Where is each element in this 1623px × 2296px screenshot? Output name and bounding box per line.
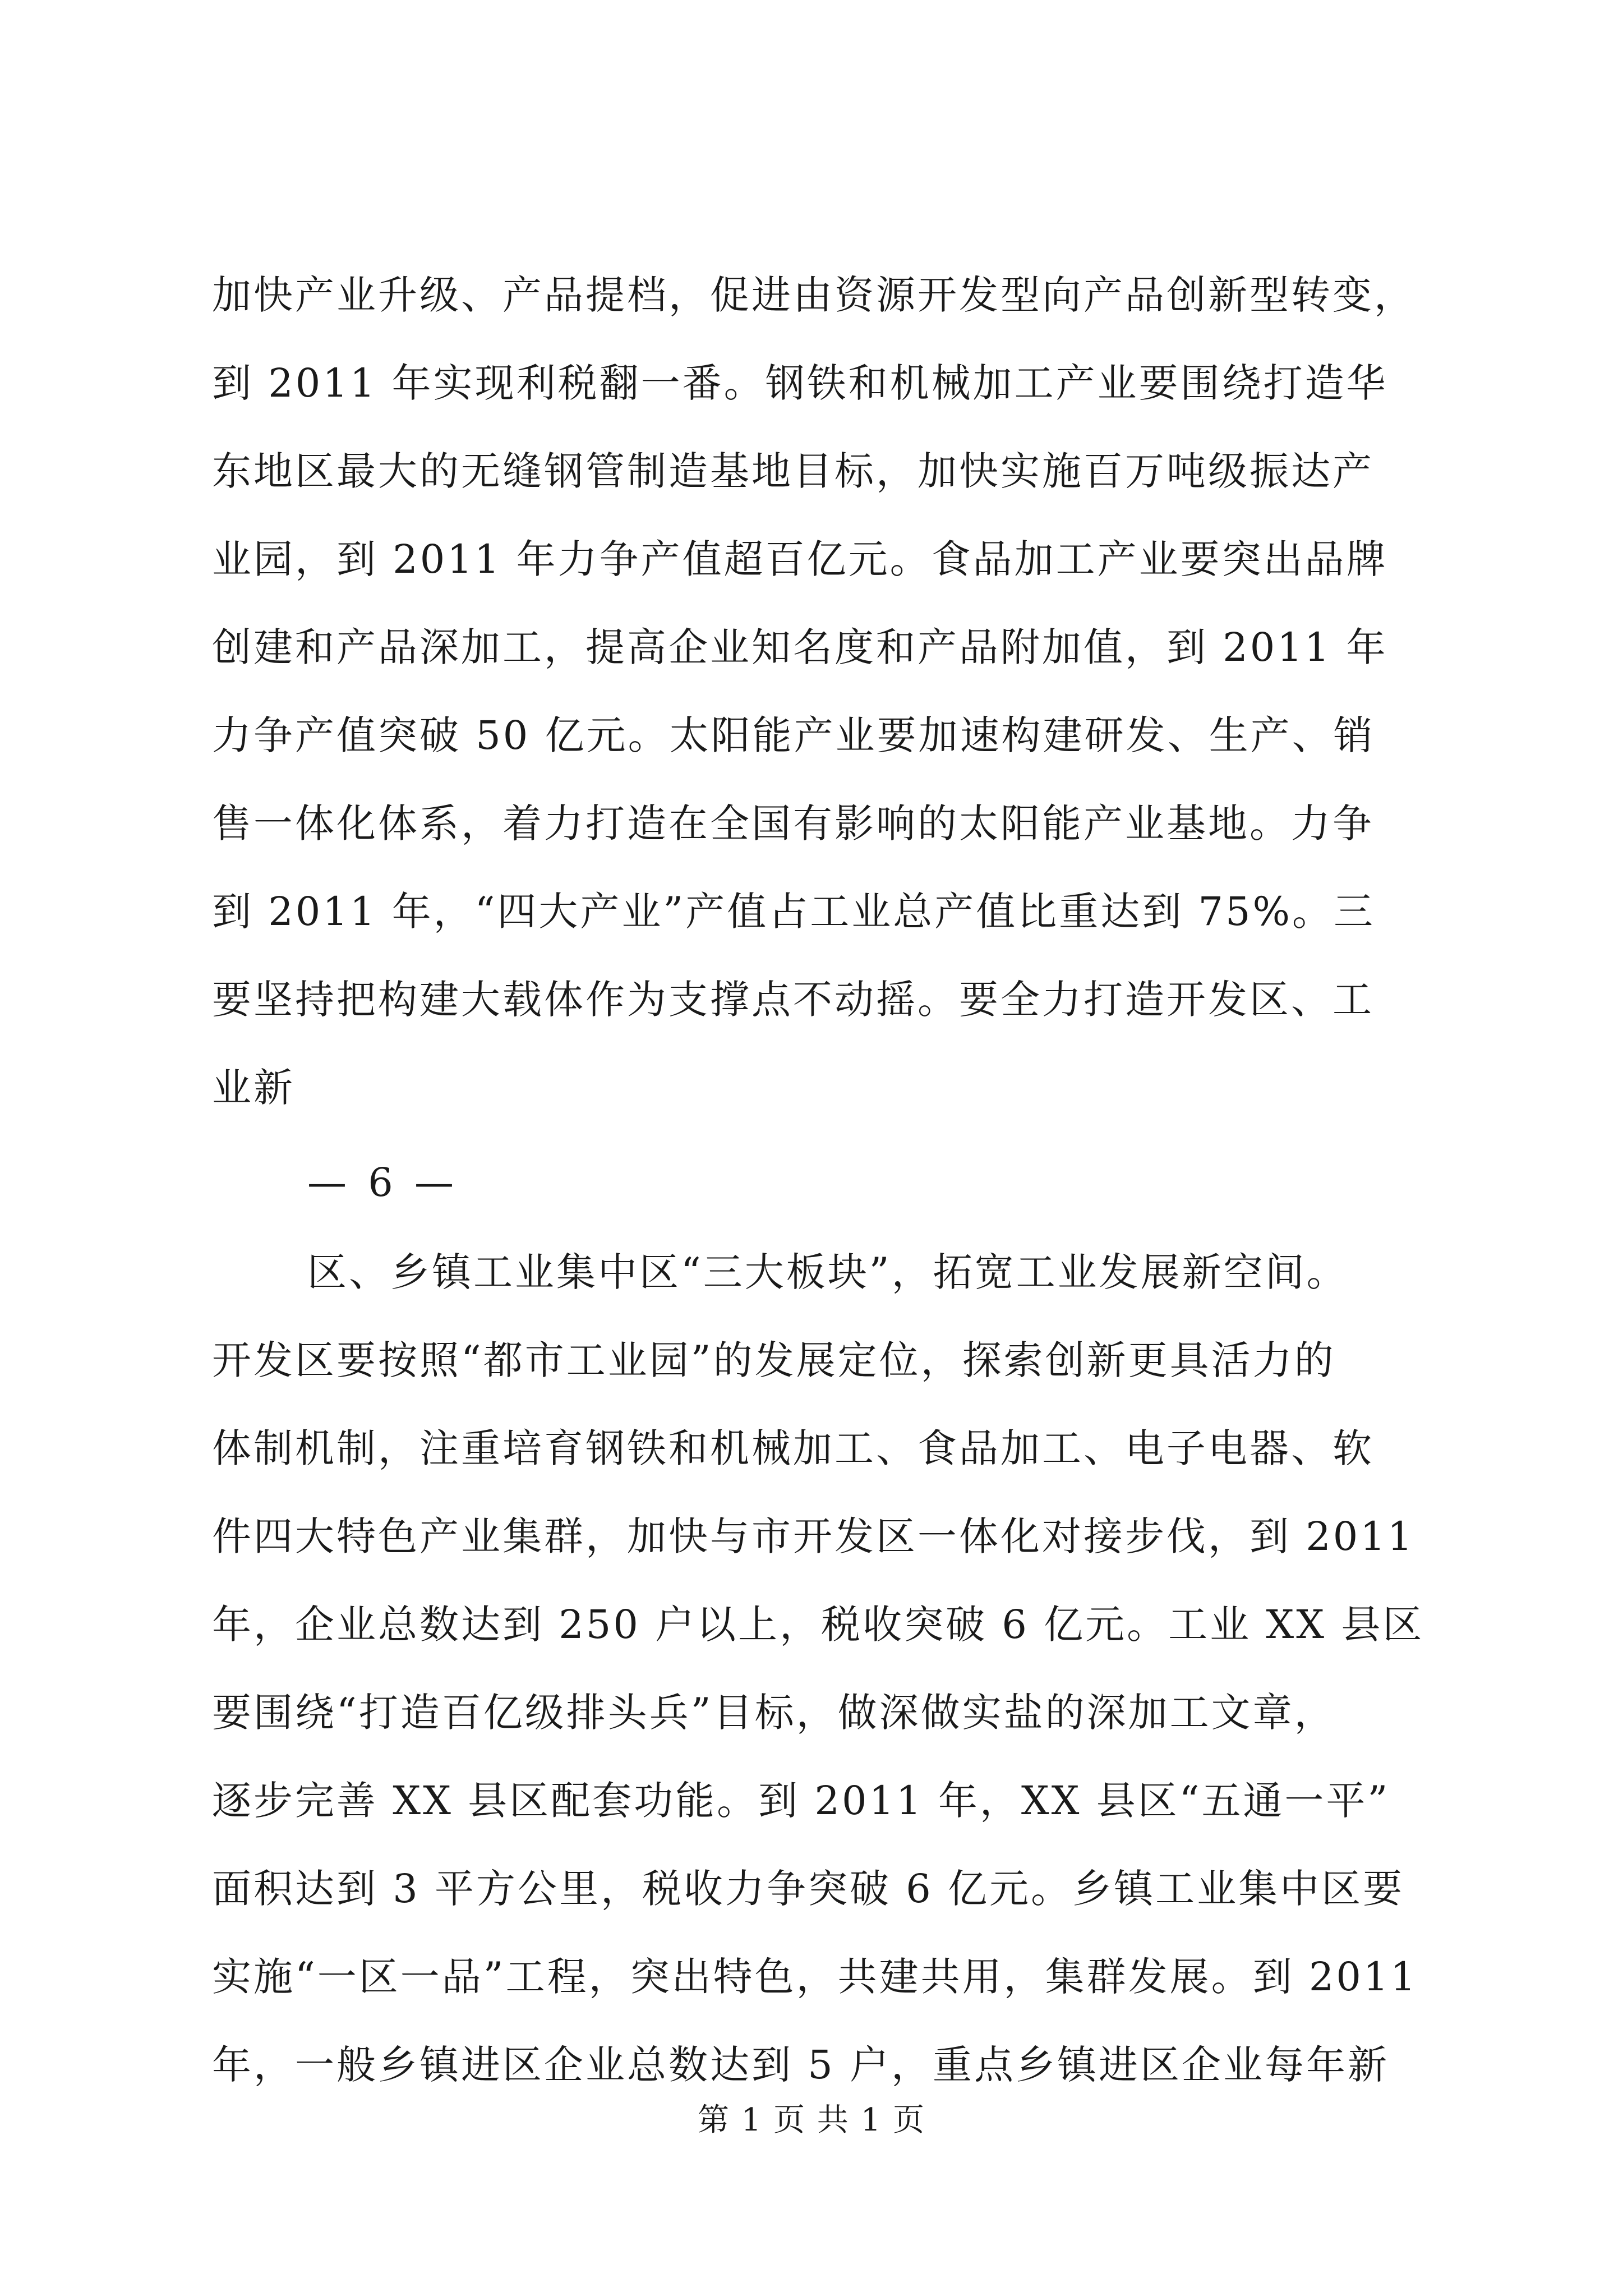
- page-number-marker: — 6 —: [307, 1159, 459, 1205]
- paragraph-1: [212, 251, 1415, 1132]
- text-line: 力争产值突破 50 亿元。太阳能产业要加速构建研发、生产、销: [212, 712, 1375, 758]
- text-line: 年，企业总数达到 250 户以上，税收突破 6 亿元。工业 XX 县区: [212, 1602, 1424, 1648]
- text-line: 要坚持把构建大载体作为支撑点不动摇。要全力打造开发区、工: [212, 977, 1374, 1023]
- text-line: 要围绕“打造百亿级排头兵”目标，做深做实盐的深加工文章，: [212, 1690, 1336, 1736]
- text-line: 业园，到 2011 年力争产值超百亿元。食品加工产业要突出品牌: [212, 536, 1388, 582]
- text-line: 体制机制，注重培育钢铁和机械加工、食品加工、电子电器、软: [212, 1425, 1374, 1471]
- text-line: 件四大特色产业集群，加快与市开发区一体化对接步伐，到 2011: [212, 1513, 1415, 1559]
- page-footer: 第 1 页 共 1 页: [697, 2102, 926, 2138]
- text-line: 实施“一区一品”工程，突出特色，共建共用，集群发展。到 2011: [212, 1954, 1418, 2000]
- text-line: 到 2011 年实现利税翻一番。钢铁和机械加工产业要围绕打造华: [212, 360, 1388, 406]
- text-line: 面积达到 3 平方公里，税收力争突破 6 亿元。乡镇工业集中区要: [212, 1866, 1405, 1912]
- text-line: 业新: [212, 1065, 295, 1111]
- text-line: 加快产业升级、产品提档，促进由资源开发型向产品创新型转变，: [212, 272, 1415, 318]
- text-line: 逐步完善 XX 县区配套功能。到 2011 年，XX 县区“五通一平”: [212, 1778, 1390, 1824]
- text-line: 东地区最大的无缝钢管制造基地目标，加快实施百万吨级振达产: [212, 448, 1374, 494]
- text-line: 区、乡镇工业集中区“三大板块”，拓宽工业发展新空间。: [307, 1249, 1348, 1295]
- text-line: 售一体化体系，着力打造在全国有影响的太阳能产业基地。力争: [212, 800, 1374, 846]
- text-line: 到 2011 年，“四大产业”产值占工业总产值比重达到 75%。三: [212, 889, 1376, 935]
- text-line: 创建和产品深加工，提高企业知名度和产品附加值，到 2011 年: [212, 624, 1388, 670]
- text-line: 年，一般乡镇进区企业总数达到 5 户，重点乡镇进区企业每年新: [212, 2042, 1390, 2088]
- text-line: 开发区要按照“都市工业园”的发展定位，探索创新更具活力的: [212, 1337, 1336, 1383]
- paragraph-2: [212, 1228, 1424, 2109]
